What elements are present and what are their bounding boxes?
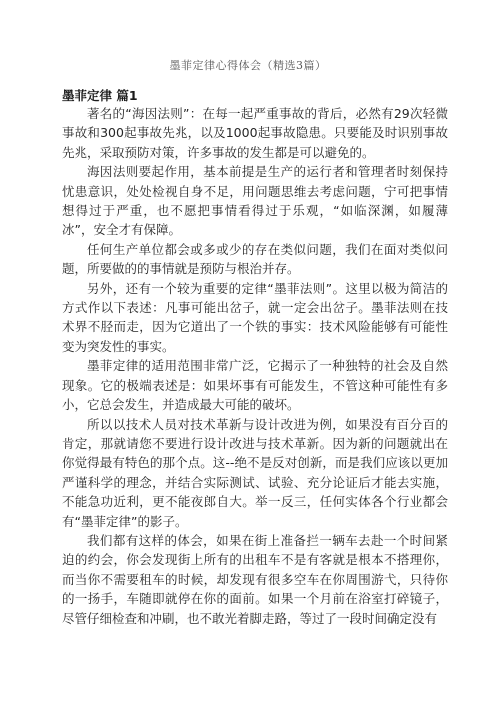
paragraph-7: 我们都有这样的体会，如果在街上准备拦一辆车去赴一个时间紧迫的约会，你会发现街上所有的出租车不是有客就是根本不搭理你，而当你不需要租车的时候，却发现有很多空车在你周围游弋，只待你的一扬手，车随即就停在你的面前。如果一个月前在浴室打碎镜子，尽管仔细检查和冲刷，也不敢光着脚走路，等过了一段时间确定没有 <box>62 532 448 626</box>
paragraph-1: 著名的“海因法则”：在每一起严重事故的背后，必然有29次轻微事故和300起事故先兆，以及1000起事故隐患。只要能及时识别事故先兆，采取预防对策，许多事故的发生都是可以避免的。 <box>62 106 448 160</box>
section-heading: 墨菲定律 篇1 <box>62 88 138 103</box>
document-title: 墨菲定律心得体会（精选3篇） <box>169 59 327 72</box>
article-body <box>62 104 448 628</box>
paragraph-6: 所以以技术人员对技术革新与设计改进为例，如果没有百分百的肯定，那就请您不要进行设计改进与技术革新。因为新的问题就出在你觉得最有特色的那个点。这--绝不是反对创新，而是我们应该以更加严谨科学的理念，并结合实际测试、试验、充分论证后才能去实施，不能急功近利，更不能夜郎自大。举一反三，任何实体各个行业都会有“墨菲定律”的影子。 <box>62 416 448 529</box>
paragraph-5: 墨菲定律的适用范围非常广泛，它揭示了一种独特的社会及自然现象。它的极端表述是：如果坏事有可能发生，不管这种可能性有多小，它总会发生，并造成最大可能的破坏。 <box>62 358 448 413</box>
paragraph-3: 任何生产单位都会或多或少的存在类似问题，我们在面对类似问题，所要做的的事情就是预防与根治并存。 <box>62 241 448 277</box>
paragraph-2: 海因法则要起作用，基本前提是生产的运行者和管理者时刻保持忧患意识，处处检视自身不足，用问题思维去考虑问题，宁可把事情想得过于严重，也不愿把事情看得过于乐观，“如临深渊，如履薄冰”，安全才有保障。 <box>62 164 448 238</box>
paragraph-4: 另外，还有一个较为重要的定律“墨菲法则”。这里以极为简洁的方式作以下表述：凡事可能出岔子，就一定会出岔子。墨菲法则在技术界不胫而走，因为它道出了一个铁的事实：技术风险能够有可能性变为突发性的事实。 <box>62 280 448 354</box>
